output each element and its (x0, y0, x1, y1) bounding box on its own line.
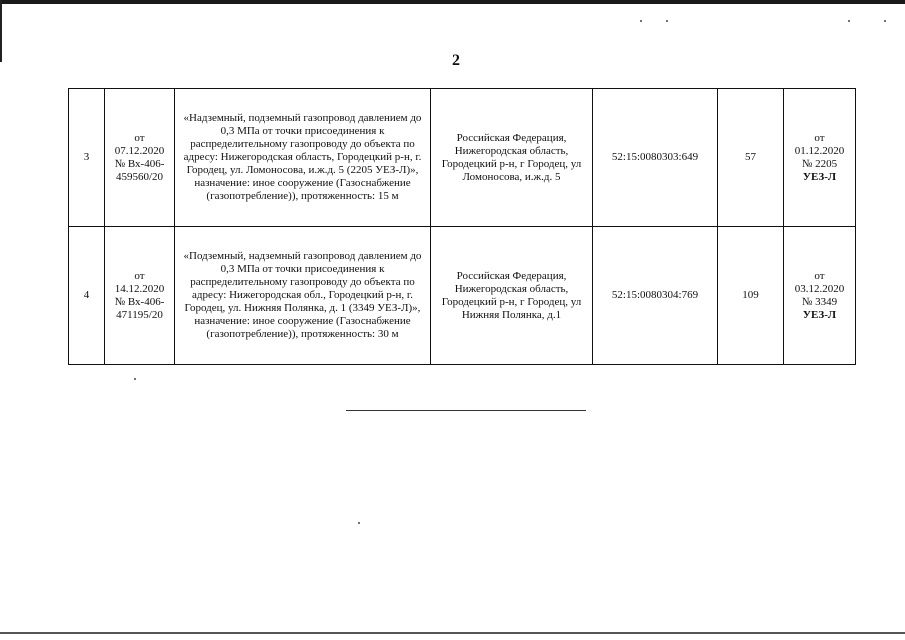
scan-speck (640, 20, 642, 22)
request-date: 07.12.2020 (114, 144, 165, 157)
order-date: 01.12.2020 (794, 144, 845, 157)
order-line: от (814, 269, 825, 282)
scan-edge-bottom (0, 632, 905, 634)
cadastral-number: 52:15:0080304:769 (593, 227, 718, 365)
page-number: 2 (452, 52, 460, 69)
row-number: 3 (69, 89, 105, 227)
order-reference (784, 89, 856, 227)
request-date: 14.12.2020 (114, 282, 165, 295)
request-line: от (134, 131, 145, 144)
request-number-suffix: 471195/20 (116, 308, 163, 321)
scan-edge-top (0, 0, 905, 4)
order-date: 03.12.2020 (794, 282, 845, 295)
scan-speck (884, 20, 886, 22)
row-number: 4 (69, 227, 105, 365)
scan-speck (666, 20, 668, 22)
request-number-suffix: 459560/20 (115, 170, 164, 183)
object-description: «Надземный, подземный газопровод давлением до 0,3 МПа от точки присоединения к распределительному газопроводу до объекта по адресу: Нижегородская область, Городецкий р-н, г. Городец, ул. Ломоносова, и.ж.д. 5 (2205 УЕЗ-Л)», назначение: иное сооружение (Газоснабжение (газопотребление)), протяженность: 15 м (175, 89, 431, 227)
order-code: УЕЗ-Л (802, 170, 837, 183)
scan-edge-left (0, 0, 2, 62)
order-number: № 2205 (801, 157, 838, 170)
request-number: № Вх-406- (114, 295, 165, 308)
scan-speck (134, 378, 136, 380)
order-code: УЕЗ-Л (802, 308, 837, 321)
area-value: 57 (718, 89, 784, 227)
request-number: № Вх-406- (114, 157, 165, 170)
registry-table (68, 88, 856, 365)
object-address: Российская Федерация, Нижегородская область, Городецкий р-н, г Городец, ул Нижняя Полянка, д.1 (431, 227, 593, 365)
request-reference (105, 89, 175, 227)
request-reference (105, 227, 175, 365)
object-address: Российская Федерация, Нижегородская область, Городецкий р-н, г Городец, ул Ломоносова, и.ж.д. 5 (431, 89, 593, 227)
scan-speck (848, 20, 850, 22)
request-line: от (134, 269, 145, 282)
table-row (69, 227, 856, 365)
footer-separator-line (346, 410, 586, 411)
area-value: 109 (718, 227, 784, 365)
table-row (69, 89, 856, 227)
cadastral-number: 52:15:0080303:649 (593, 89, 718, 227)
object-description: «Подземный, надземный газопровод давлением до 0,3 МПа от точки присоединения к распределительному газопроводу до объекта по адресу: Нижегородская обл., Городецкий р-н, г. Городец, ул. Нижняя Полянка, д. 1 (3349 УЕЗ-Л)», назначение: иное сооружение (Газоснабжение (газопотребление)), протяженность: 30 м (175, 227, 431, 365)
order-line: от (814, 131, 825, 144)
order-number: № 3349 (801, 295, 838, 308)
scan-speck (358, 522, 360, 524)
order-reference (784, 227, 856, 365)
